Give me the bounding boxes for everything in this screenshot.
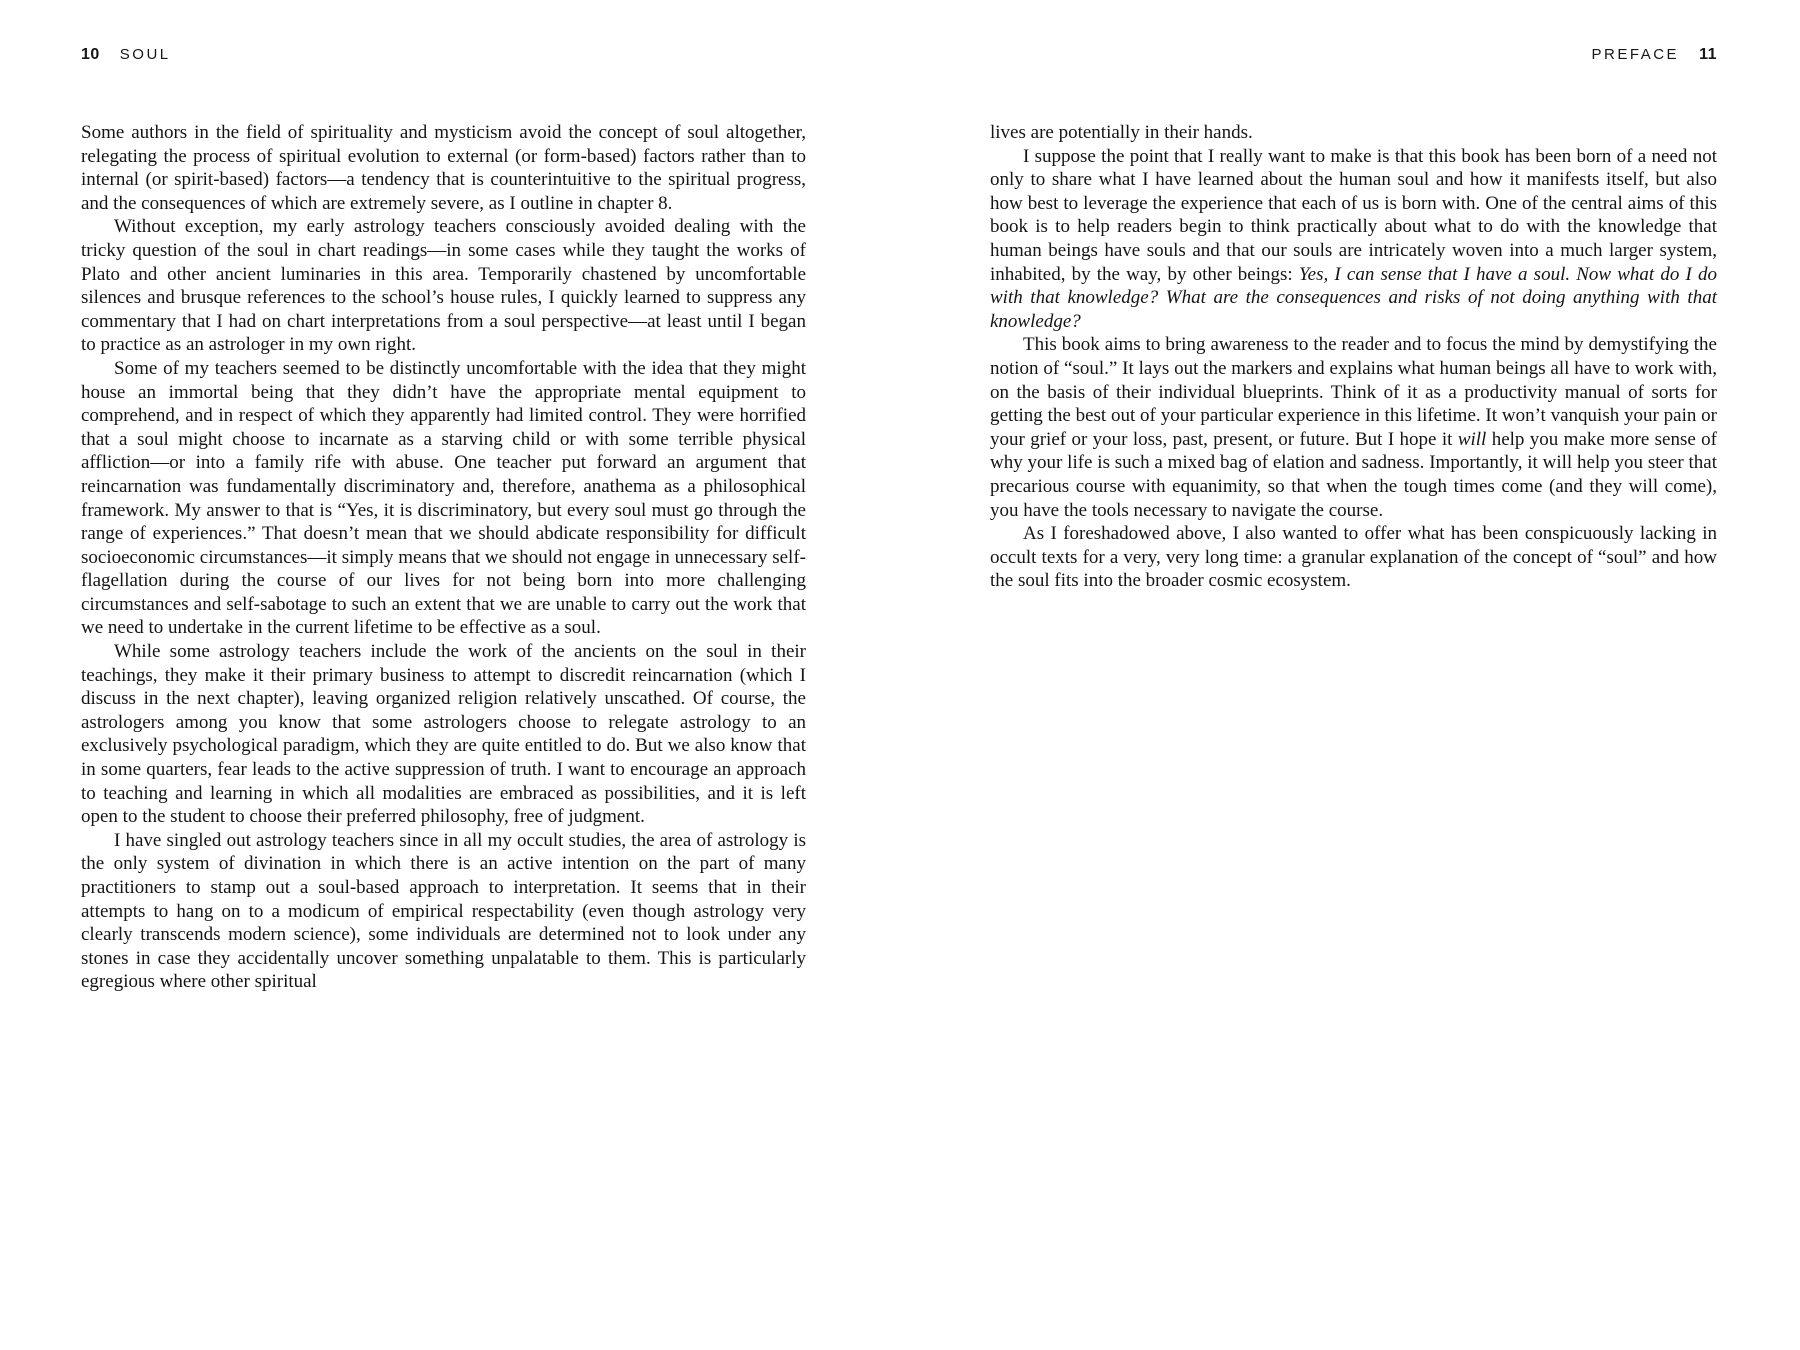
left-page-text-block bbox=[81, 121, 806, 994]
paragraph: As I foreshadowed above, I also wanted to offer what has been conspicuously lacking in occult texts for a very, very long time: a granular explanation of the concept of “soul” and how the soul fits into the broader cosmic ecosystem. bbox=[990, 523, 1717, 592]
right-header-title: PREFACE bbox=[1591, 46, 1680, 63]
italic-word: will bbox=[1457, 428, 1487, 450]
left-page-number: 10 bbox=[81, 46, 100, 63]
paragraph: I have singled out astrology teachers since in all my occult studies, the area of astrology is the only system of divination in which there is an active intention on the part of many practitioners to stamp out a soul-based approach to interpretation. It seems that in their attempts to hang on to a modicum of empirical respectability (even though astrology very clearly transcends modern science), some individuals are determined not to look under any stones in case they accidentally uncover something unpalatable to them. This is particularly egregious where other spiritual bbox=[81, 829, 806, 993]
right-page-text-block bbox=[990, 121, 1717, 593]
paragraph: Without exception, my early astrology teachers consciously avoided dealing with the tricky question of the soul in chart readings—in some cases while they taught the works of Plato and other ancient luminaries in this area. Temporarily chastened by uncomfortable silences and brusque references to the school’s house rules, I quickly learned to suppress any commentary that I had on chart interpretations from a soul perspective—at least until I began to practice as an astrologer in my own right. bbox=[81, 216, 806, 356]
paragraph: Some of my teachers seemed to be distinctly uncomfortable with the idea that they might house an immortal being that they didn’t have the appropriate mental equipment to comprehend, and in respect of which they apparently had limited control. They were horrified that a soul might choose to incarnate as a starving child or with some terrible physical affliction—or into a family rife with abuse. One teacher put forward an argument that reincarnation was fundamentally discriminatory and, therefore, anathema as a philosophical framework. My answer to that is “Yes, it is discriminatory, but every soul must go through the range of experiences.” That doesn’t mean that we should abdicate responsibility for difficult socioeconomic circumstances—it simply means that we should not engage in unnecessary self-flagellation during the course of our lives for not being born into more challenging circumstances and self-sabotage to such an extent that we are unable to carry out the work that we need to undertake in the current lifetime to be effective as a soul. bbox=[81, 357, 806, 639]
paragraph: lives are potentially in their hands. bbox=[990, 122, 1253, 143]
left-header-title: SOUL bbox=[119, 46, 171, 63]
paragraph bbox=[990, 333, 1717, 522]
paragraph-text: I suppose the point that I really want to make is that this book has been born of a need not only to share what I have learned about the human soul and how it manifests itself, but also how best to leverage the experience that each of us is born with. One of the central aims of this book is to help readers begin to think practically about what to do with the knowledge that human beings have souls and that our souls are intricately woven into a much larger system, inhabited, by the way, by other beings: bbox=[990, 145, 1717, 285]
right-running-head bbox=[1592, 46, 1717, 64]
paragraph: Some authors in the field of spirituality and mysticism avoid the concept of soul altogether, relegating the process of spiritual evolution to external (or form-based) factors rather than to internal (or spirit-based) factors—a tendency that is counterintuitive to the spiritual progress, and the consequences of which are extremely severe, as I outline in chapter 8. bbox=[81, 122, 806, 214]
left-running-head bbox=[81, 46, 171, 64]
paragraph: While some astrology teachers include the work of the ancients on the soul in their teachings, they make it their primary business to attempt to discredit reincarnation (which I discuss in the next chapter), leaving organized religion relatively unscathed. Of course, the astrologers among you know that some astrologers choose to relegate astrology to an exclusively psychological paradigm, which they are quite entitled to do. But we also know that in some quarters, fear leads to the active suppression of truth. I want to encourage an approach to teaching and learning in which all modalities are embraced as possibilities, and it is left open to the student to choose their preferred philosophy, free of judgment. bbox=[81, 641, 806, 828]
paragraph-text: This book aims to bring awareness to the reader and to focus the mind by demystifying the notion of “soul.” It lays out the markers and explains what human beings all have to work with, on the basis of their individual blueprints. Think of it as a productivity manual of sorts for getting the best out of your particular experience in this lifetime. It won’t vanquish your pain or your grief or your loss, past, present, or future. But I hope it bbox=[990, 334, 1717, 450]
paragraph-text: help you make more sense of why your life is such a mixed bag of elation and sadness. Importantly, it will help you steer that precarious course with equanimity, so that when the tough times come (and they will come), you have the tools necessary to navigate the course. bbox=[990, 428, 1717, 521]
paragraph bbox=[990, 145, 1717, 334]
right-page-number: 11 bbox=[1699, 46, 1717, 63]
italic-passage: Yes, I can sense that I have a soul. Now what do I do with that knowledge? What are the consequences and risks of not doing anything with that knowledge? bbox=[990, 263, 1717, 332]
